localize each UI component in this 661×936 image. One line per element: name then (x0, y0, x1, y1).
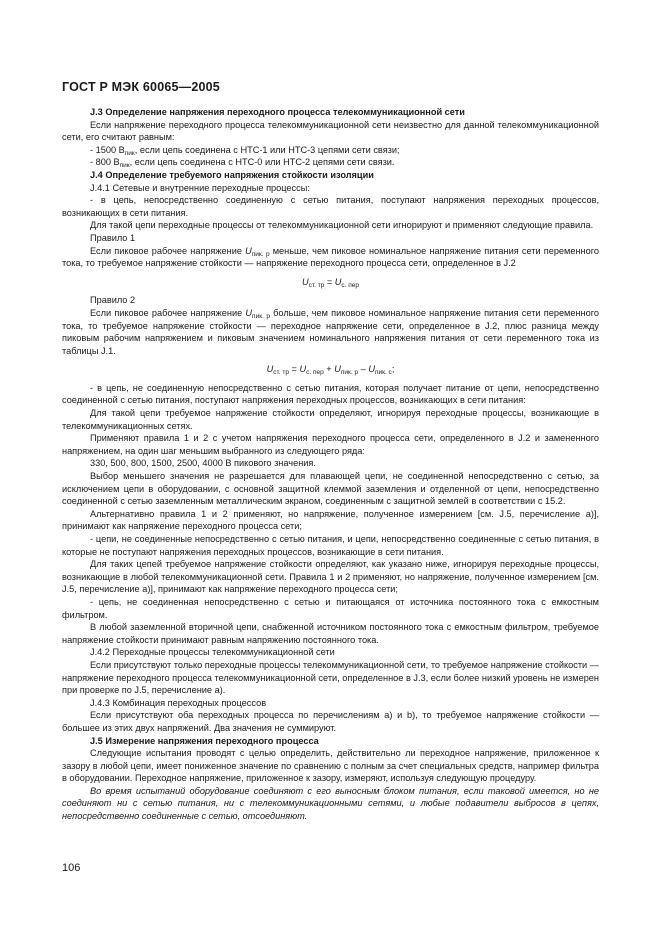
subsection-j41-title: J.4.1 Сетевые и внутренние переходные процессы: (90, 182, 310, 193)
paragraph: В любой заземленной вторичной цепи, снабженной источником постоянного тока с емкостным фильтром, требуемое напряжение стойкости принимают равным напряжению постоянного тока. (62, 622, 599, 645)
rule-1-label: Правило 1 (90, 232, 136, 243)
formula-1: $U_{ст. тр} = U_{с. пер}$ (301, 276, 360, 289)
section-j5-heading: J.5 Измерение напряжения переходного процесса (90, 735, 319, 746)
section-j3-heading: J.3 Определение напряжения переходного процесса телекоммуникационной сети (90, 107, 465, 117)
list-item: - 1500 $В_{пик}$, если цепь соединена с НТС-1 или НТС-3 цепями сети связи; (90, 144, 400, 157)
subsection-j43-title: J.4.3 Комбинация переходных процессов (90, 697, 267, 708)
paragraph: Если пиковое рабочее напряжение $U_{пик. р}$ меньше, чем пиковое номинальное напряжение питания сети переменного тока, то требуемое напряжение стойкости — напряжение переходного процесса сети, определенное в J.2 (62, 245, 599, 269)
paragraph: Выбор меньшего значения не разрешается для плавающей цепи, не соединенной непосредственно с сетью, за исключением цепи в оборудовании, с основной защитной клеммой заземления и отделенной от цепи, непосредственно соединенной с сетью заземленным металлическим экраном, соединенным с защитной землей в соответствии с 15.2. (62, 471, 599, 507)
paragraph: Альтернативно правила 1 и 2 применяют, но напряжение, полученное измерением [см. J.5, перечисление а)], принимают как напряжение переходного процесса сети; (62, 508, 599, 532)
paragraph: Для таких цепей требуемое напряжение стойкости определяют, как указано ниже, игнорируя переходные процессы, возникающие в любой телекоммуникационной сети. Правила 1 и 2 применяют, но напряжение, полученное измерением [см. J.5, перечисление а)], принимают как напряжение переходного процесса сети; (62, 559, 599, 595)
paragraph: Если напряжение переходного процесса телекоммуникационной сети неизвестно для данной телекоммуникационной сети, его считают равным: (62, 119, 599, 143)
list-item: - 800 $В_{пик}$, если цепь соединена с НТС-0 или НТС-2 цепями сети связи. (90, 157, 395, 170)
paragraph: Следующие испытания проводят с целью определить, действительно ли переходное напряжение, приложенное к зазору в любой цепи, имеет пониженное значение по сравнению с полным за счет специальных средств, например фильтра в оборудовании. Переходное напряжение, приложенное к зазору, измеряют, используя следующую процедуру. (62, 748, 599, 784)
paragraph: Если присутствуют оба переходных процесса по перечислениям а) и b), то требуемое напряжение стойкости — большее из этих двух напряжений. Два значения не суммируют. (62, 710, 599, 733)
rule-2-label: Правило 2 (90, 295, 136, 306)
paragraph-italic: Во время испытаний оборудование соединяют с его выносным блоком питания, если таковой имеется, но не соединяют ни с сетью питания, ни с телекоммуникационными сетями, и любые подавители выбросов в цепях, непосредственно соединенные с сетью, отсоединяют. (62, 785, 599, 822)
list-item: - цепь, не соединенная непосредственно с сетью и питающаяся от источника постоянного тока с емкостным фильтром. (62, 596, 599, 620)
voltage-series: 330, 500, 800, 1500, 2500, 4000 В пикового значения. (90, 458, 316, 469)
document-header: ГОСТ Р МЭК 60065—2005 (62, 80, 220, 94)
paragraph: Если пиковое рабочее напряжение $U_{пик. р}$ больше, чем пиковое номинальное напряжение питания сети переменного тока, то требуемое напряжение стойкости — переходное напряжение сети, определенное в J.2, плюс разница между пиковым рабочим напряжением и пиковым значением номинального напряжения питания от сети переменного тока из таблицы J.1. (62, 307, 599, 356)
paragraph: Если присутствуют только переходные процессы телекоммуникационной сети, то требуемое напряжение стойкости — напряжение переходного процесса телекоммуникационной сети, определенное в J.3, если более низкий уровень не измерен при проверке по J.5, перечисление а). (62, 659, 599, 696)
paragraph: Для такой цепи переходные процессы от телекоммуникационной сети игнорируют и применяют следующие правила. (90, 220, 594, 231)
paragraph: Для такой цепи требуемое напряжение стойкости определяют, игнорируя переходные процессы, возникающие в телекоммуникационных сетях. (62, 408, 599, 431)
list-item: - цепи, не соединенные непосредственно с сетью питания, и цепи, непосредственно соединенные с сетью питания, в которые не поступают напряжения переходных процессов, возникающие в сети питания. (62, 534, 599, 557)
list-item: - в цепь, не соединенную непосредственно с сетью питания, которая получает питание от цепи, непосредственно соединенной с сетью питания, поступают напряжения переходных процессов, возникающих в сети питания: (62, 382, 599, 406)
subsection-j42-title: J.4.2 Переходные процессы телекоммуникационной сети (90, 647, 335, 658)
list-item: - в цепь, непосредственно соединенную с сетью питания, поступают напряжения переходных процессов, возникающих в сети питания. (62, 195, 599, 218)
page-number: 106 (62, 862, 81, 874)
section-j4-heading: J.4 Определение требуемого напряжения стойкости изоляции (90, 169, 374, 180)
formula-2: $U_{ст. тр} = U_{с. пер} + U_{пик. р} - U_{пик. с}$; (266, 364, 395, 377)
paragraph: Применяют правила 1 и 2 с учетом напряжения переходного процесса сети, определенного в J.2 и замененного напряжением, на один шаг меньшим выбранного из следующего ряда: (62, 433, 599, 456)
document-body (62, 106, 599, 823)
